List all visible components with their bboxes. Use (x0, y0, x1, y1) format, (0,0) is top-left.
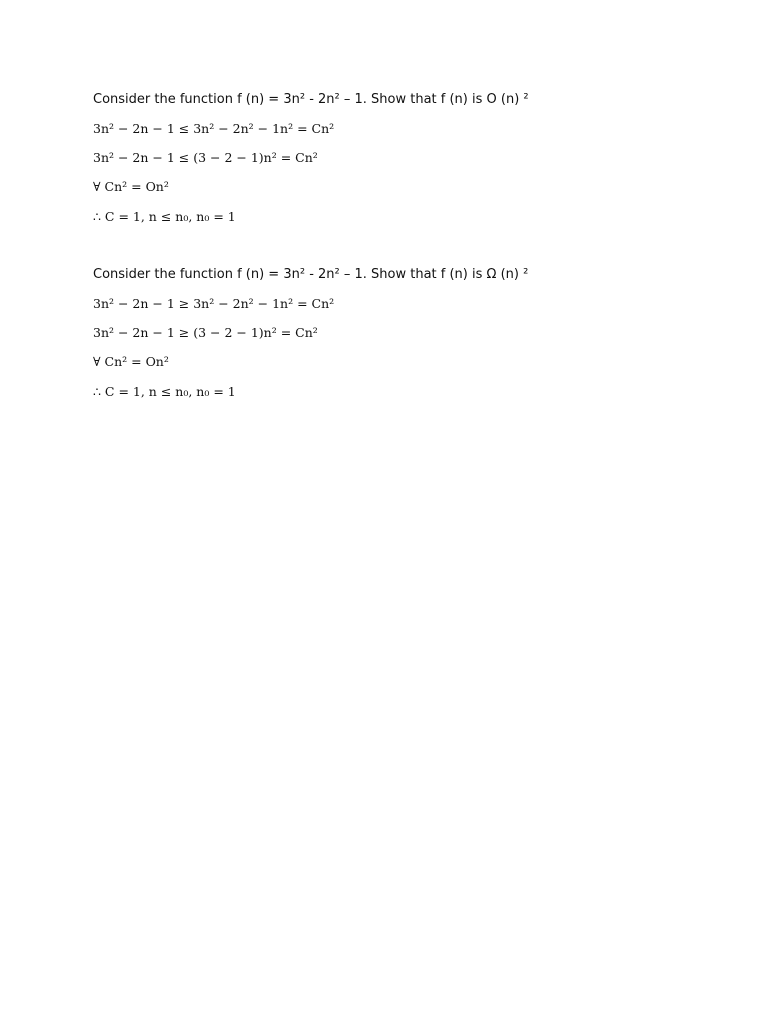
equation-line: 3n² − 2n − 1 ≥ 3n² − 2n² − 1n² = Cn² (93, 296, 335, 311)
equation-line: 3n² − 2n − 1 ≥ (3 − 2 − 1)n² = Cn² (93, 325, 318, 340)
section-heading: Consider the function f (n) = 3n² - 2n² – 1. Show that f (n) is Ω (n) ² (93, 267, 529, 282)
conclusion-line: ∴ C = 1, n ≤ n₀, n₀ = 1 (93, 209, 236, 224)
conclusion-line: ∴ C = 1, n ≤ n₀, n₀ = 1 (93, 384, 236, 399)
section-heading: Consider the function f (n) = 3n² - 2n² – 1. Show that f (n) is O (n) ² (93, 92, 529, 107)
equation-line: 3n² − 2n − 1 ≤ (3 − 2 − 1)n² = Cn² (93, 150, 318, 165)
equation-line: ∀ Cn² = On² (93, 354, 169, 369)
equation-line: 3n² − 2n − 1 ≤ 3n² − 2n² − 1n² = Cn² (93, 121, 335, 136)
equation-line: ∀ Cn² = On² (93, 179, 169, 194)
